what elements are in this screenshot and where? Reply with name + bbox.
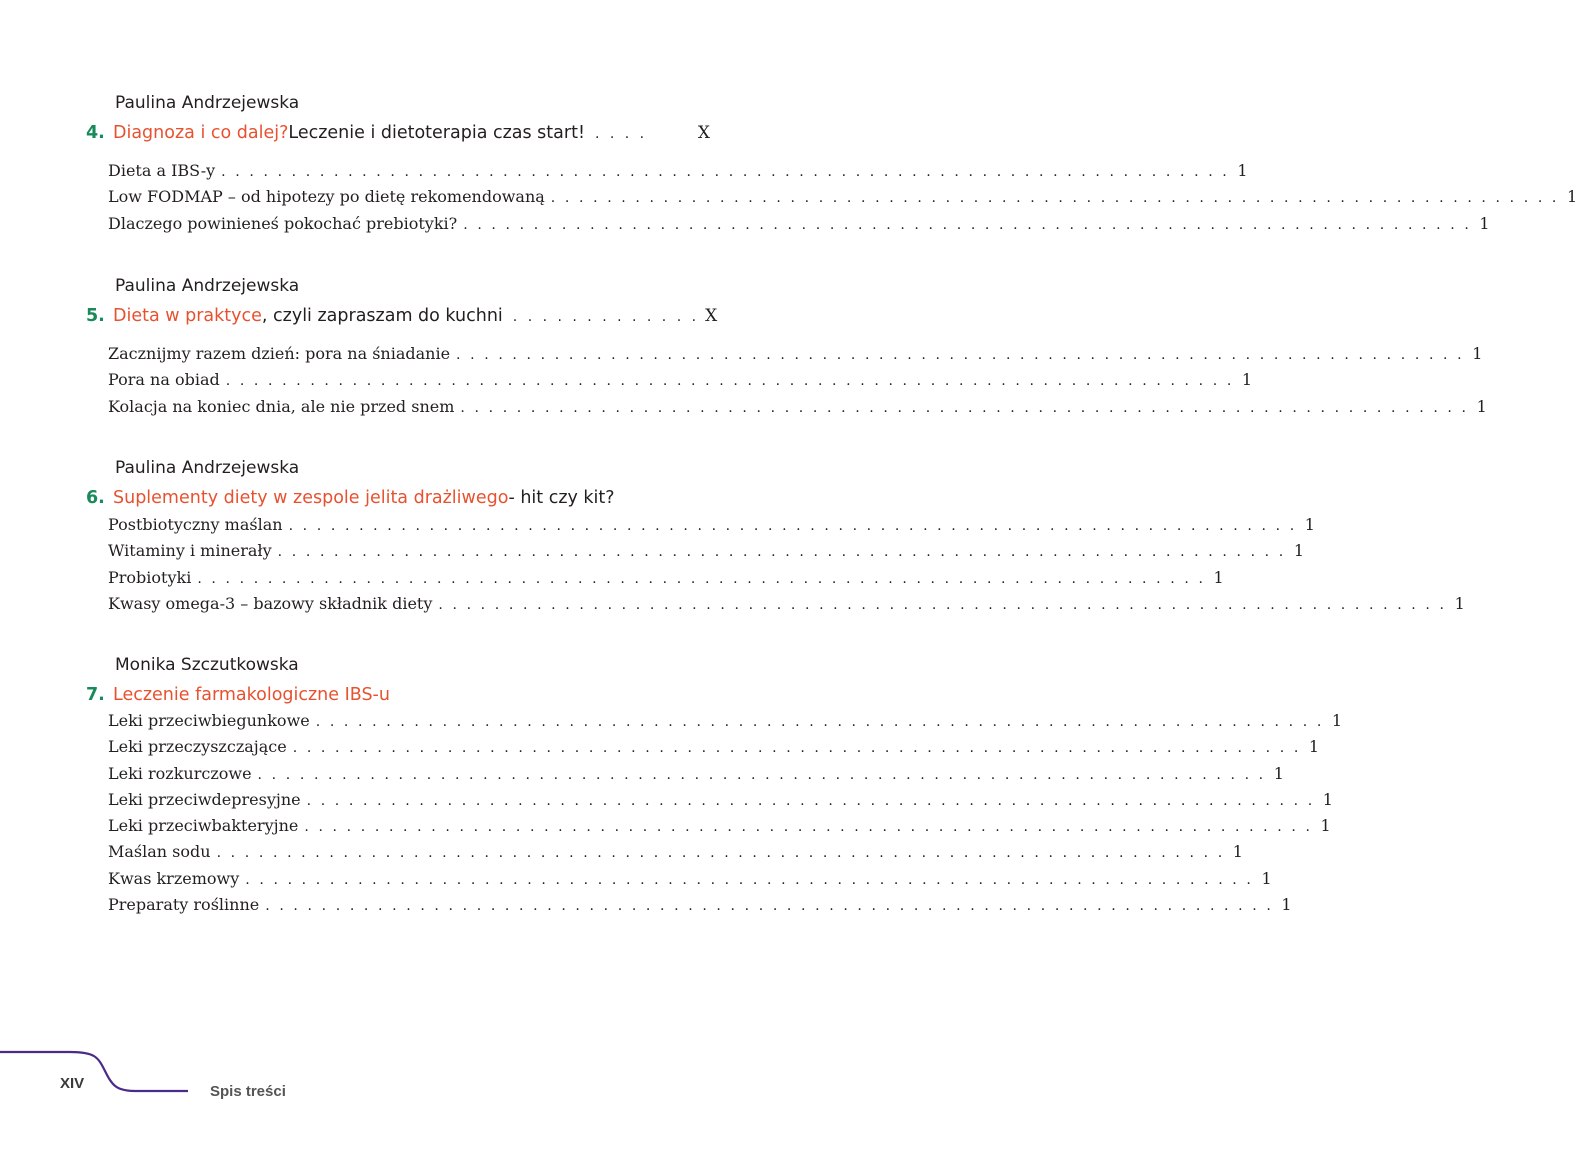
toc-entry[interactable] bbox=[108, 711, 1343, 737]
entry-title: Probiotyki bbox=[108, 567, 192, 587]
entry-page: 1 bbox=[1566, 187, 1577, 207]
entry-title: Kolacja na koniec dnia, ale nie przed snem bbox=[108, 396, 455, 416]
toc-entry[interactable] bbox=[108, 187, 1577, 213]
entry-list bbox=[108, 711, 1343, 921]
chapter-page: X bbox=[697, 123, 710, 143]
leader-dots: . . . . . . . . . . . . . . . . . . . . . . . . . . . . . . . . . . . . . . . . . . . . . . . . . . . . . . . . . . . . . . . . . . . . . . . . bbox=[245, 871, 1254, 888]
leader-dots: . . . . . . . . . . . . . . . . . . . . . . . . . . . . . . . . . . . . . . . . . . . . . . . . . . . . . . . . . . . . . . . . . . . . . . . . bbox=[221, 164, 1230, 180]
toc-entry[interactable] bbox=[108, 344, 1483, 370]
chapter-number: 7. bbox=[86, 685, 105, 705]
chapter-number: 5. bbox=[86, 306, 105, 326]
leader-dots: . . . . . . . . . . . . . . . . . . . . . . . . . . . . . . . . . . . . . . . . . . . . . . . . . . . . . . . . . . . . . . . . . . . . . . . . bbox=[456, 347, 1465, 363]
toc-entry[interactable] bbox=[108, 842, 1243, 868]
chapter-heading[interactable] bbox=[86, 685, 710, 711]
leader-dots: . . . . . . . . . . . . . . . . . . . . . . . . . . . . . . . . . . . . . . . . . . . . . . . . . . . . . . . . . . . . . . . . . . . . . . . . bbox=[463, 216, 1472, 233]
entry-title: Pora na obiad bbox=[108, 370, 220, 390]
entry-title: Leki przeczyszczające bbox=[108, 737, 287, 757]
toc-entry[interactable] bbox=[108, 816, 1331, 842]
chapter-title-highlight: Leczenie farmakologiczne IBS-u bbox=[113, 685, 390, 705]
toc-entry[interactable] bbox=[108, 737, 1320, 763]
chapter-title-rest: Leczenie i dietoterapia czas start! bbox=[288, 123, 585, 143]
toc-entry[interactable] bbox=[108, 213, 1490, 240]
leader-dots: . . . . . . . . . . . . . . . . . . . . . . . . . . . . . . . . . . . . . . . . . . . . . . . . . . . . . . . . . . . . . . . . . . . . . . . . bbox=[277, 544, 1286, 561]
toc-entry[interactable] bbox=[108, 370, 1253, 396]
entry-page: 1 bbox=[1454, 593, 1465, 613]
entry-list bbox=[108, 515, 1465, 620]
entry-page: 1 bbox=[1476, 396, 1487, 416]
entry-title: Postbiotyczny maślan bbox=[108, 515, 283, 534]
entry-title: Dlaczego powinieneś pokochać prebiotyki? bbox=[108, 213, 458, 233]
entry-title: Zacznijmy razem dzień: pora na śniadanie bbox=[108, 344, 451, 363]
leader-dots: . . . . . . . . . . . . . . . . . . . . . . . . . . . . . . . . . . . . . . . . . . . . . . . . . . . . . . . . . . . . . . . . . . . . . . . . bbox=[265, 898, 1274, 915]
leader-dots: . . . . . . . . . . . . . . . . . . . . . . . . . . . . . . . . . . . . . . . . . . . . . . . . . . . . . . . . . . . . . . . . . . . . . . . . bbox=[315, 714, 1324, 730]
entry-title: Leki rozkurczowe bbox=[108, 763, 252, 783]
entry-page: 1 bbox=[1308, 737, 1320, 757]
entry-page: 1 bbox=[1322, 789, 1333, 809]
chapter-page: X bbox=[705, 306, 718, 326]
entry-page: 1 bbox=[1237, 161, 1248, 180]
entry-page: 1 bbox=[1320, 816, 1331, 836]
leader-dots: . . . . . . . . . . . . . . . . . . . . . . . . . . . . . . . . . . . . . . . . . . . . . . . . . . . . . . . . . . . . . . . . . . . . . . . . bbox=[257, 766, 1266, 783]
chapter-title-highlight: Suplementy diety w zespole jelita drażliwego bbox=[113, 488, 509, 508]
chapter-title-highlight: Dieta w praktyce bbox=[113, 306, 262, 326]
entry-page: 1 bbox=[1293, 541, 1305, 561]
toc-entry[interactable] bbox=[108, 593, 1465, 620]
entry-page: 1 bbox=[1232, 842, 1243, 862]
entry-title: Preparaty roślinne bbox=[108, 895, 260, 915]
leader-dots: . . . . . . . . . . . . . . . . . . . . . . . . . . . . . . . . . . . . . . . . . . . . . . . . . . . . . . . . . . . . . . . . . . . . . . . . bbox=[216, 845, 1225, 862]
leader-dots: . . . . . . . . . . . . . . . . . . . . . . . . . . . . . . . . . . . . . . . . . . . . . . . . . . . . . . . . . . . . . . . . . . . . . . . . bbox=[304, 819, 1313, 836]
entry-title: Kwas krzemowy bbox=[108, 868, 240, 888]
entry-page: 1 bbox=[1281, 895, 1292, 915]
toc-entry[interactable] bbox=[108, 895, 1292, 921]
chapter-title-highlight: Diagnoza i co dalej? bbox=[113, 123, 289, 143]
toc-entry[interactable] bbox=[108, 868, 1272, 895]
entry-title: Witaminy i minerały bbox=[108, 541, 272, 561]
chapter-heading[interactable] bbox=[86, 488, 710, 514]
entry-title: Kwasy omega-3 – bazowy składnik diety bbox=[108, 593, 433, 613]
leader-dots: . . . . . . . . . . . . . . . . . . . . . . . . . . . . . . . . . . . . . . . . . . . . . . . . . . . . . . . . . . . . . . . . . . . . . . . . bbox=[288, 518, 1297, 534]
entry-list bbox=[108, 161, 1577, 240]
entry-page: 1 bbox=[1472, 344, 1483, 363]
chapter-author: Paulina Andrzejewska bbox=[115, 276, 300, 296]
chapter-number: 6. bbox=[86, 488, 105, 508]
leader-dots: . . . . . . . . . . . . . . . . . . . . . . . . . . . . . . . . . . . . . . . . . . . . . . . . . . . . . . . . . . . . . . . . . . . . . . . . bbox=[460, 399, 1469, 416]
toc-entry[interactable] bbox=[108, 763, 1284, 790]
entry-page: 1 bbox=[1331, 711, 1343, 730]
chapter-leader-dots: . . . . bbox=[594, 126, 648, 142]
entry-title: Dieta a IBS-y bbox=[108, 161, 216, 180]
toc-entry[interactable] bbox=[108, 541, 1305, 567]
entry-title: Leki przeciwbakteryjne bbox=[108, 816, 299, 836]
running-footer-title: Spis treści bbox=[210, 1083, 286, 1100]
toc-entry[interactable] bbox=[108, 567, 1224, 594]
leader-dots: . . . . . . . . . . . . . . . . . . . . . . . . . . . . . . . . . . . . . . . . . . . . . . . . . . . . . . . . . . . . . . . . . . . . . . . . bbox=[197, 570, 1206, 587]
page-number: XIV bbox=[60, 1075, 85, 1092]
toc-entry[interactable] bbox=[108, 396, 1487, 423]
entry-page: 1 bbox=[1213, 567, 1224, 587]
entry-page: 1 bbox=[1479, 213, 1490, 233]
entry-page: 1 bbox=[1261, 868, 1272, 888]
chapter-title-rest: , czyli zapraszam do kuchni bbox=[261, 306, 503, 326]
chapter-heading[interactable] bbox=[86, 123, 710, 149]
leader-dots: . . . . . . . . . . . . . . . . . . . . . . . . . . . . . . . . . . . . . . . . . . . . . . . . . . . . . . . . . . . . . . . . . . . . . . . . bbox=[550, 190, 1559, 207]
entry-title: Maślan sodu bbox=[108, 842, 211, 862]
leader-dots: . . . . . . . . . . . . . . . . . . . . . . . . . . . . . . . . . . . . . . . . . . . . . . . . . . . . . . . . . . . . . . . . . . . . . . . . bbox=[438, 596, 1447, 613]
chapter-author: Paulina Andrzejewska bbox=[115, 93, 300, 113]
entry-page: 1 bbox=[1241, 370, 1253, 390]
chapter-author: Monika Szczutkowska bbox=[115, 655, 299, 675]
chapter-leader-dots: . . . . . . . . . . . . . bbox=[512, 309, 700, 325]
footer-decorative-line bbox=[0, 1045, 200, 1105]
chapter-author: Paulina Andrzejewska bbox=[115, 458, 300, 478]
entry-title: Leki przeciwdepresyjne bbox=[108, 789, 301, 809]
chapter-number: 4. bbox=[86, 123, 105, 143]
toc-entry[interactable] bbox=[108, 515, 1315, 541]
toc-entry[interactable] bbox=[108, 789, 1333, 816]
entry-title: Leki przeciwbiegunkowe bbox=[108, 711, 310, 730]
entry-page: 1 bbox=[1273, 763, 1284, 783]
entry-list bbox=[108, 344, 1487, 423]
leader-dots: . . . . . . . . . . . . . . . . . . . . . . . . . . . . . . . . . . . . . . . . . . . . . . . . . . . . . . . . . . . . . . . . . . . . . . . . bbox=[306, 792, 1315, 809]
entry-title: Low FODMAP – od hipotezy po dietę rekomendowaną bbox=[108, 187, 545, 207]
leader-dots: . . . . . . . . . . . . . . . . . . . . . . . . . . . . . . . . . . . . . . . . . . . . . . . . . . . . . . . . . . . . . . . . . . . . . . . . bbox=[292, 740, 1301, 757]
leader-dots: . . . . . . . . . . . . . . . . . . . . . . . . . . . . . . . . . . . . . . . . . . . . . . . . . . . . . . . . . . . . . . . . . . . . . . . . bbox=[225, 373, 1234, 390]
chapter-heading[interactable] bbox=[86, 306, 718, 332]
chapter-title-rest: - hit czy kit? bbox=[508, 488, 615, 508]
entry-page: 1 bbox=[1304, 515, 1315, 534]
toc-entry[interactable] bbox=[108, 161, 1248, 187]
